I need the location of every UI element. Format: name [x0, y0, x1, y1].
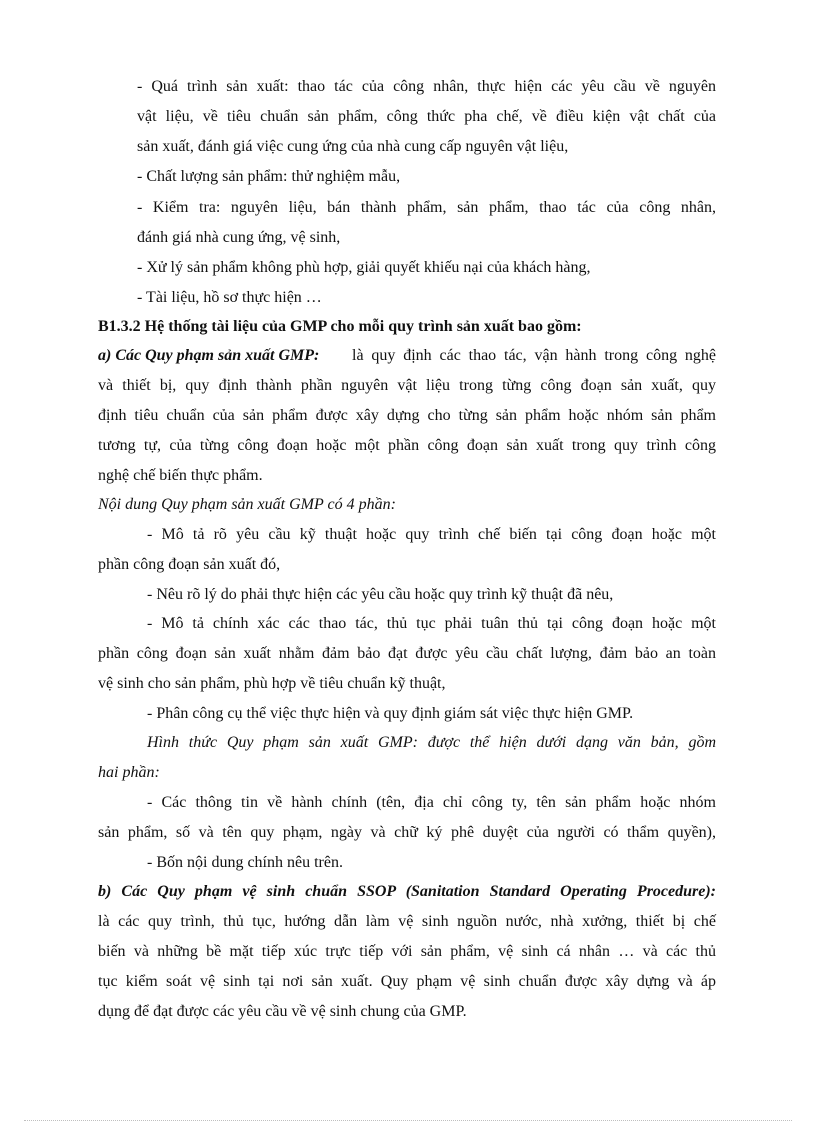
- subheading-continued: hai phần:: [98, 764, 160, 781]
- subheading: Nội dung Quy phạm sản xuất GMP có 4 phần:: [98, 496, 396, 513]
- paragraph-line: vệ sinh cho sản phẩm, phù hợp về tiêu chuẩn kỹ thuật,: [98, 675, 446, 692]
- ssop-heading: b) Các Quy phạm vệ sinh chuẩn SSOP (Sanitation Standard Operating Procedure):: [98, 883, 716, 900]
- paragraph-line: - Quá trình sản xuất: thao tác của công nhân, thực hiện các yêu cầu về nguyên: [137, 78, 716, 95]
- paragraph-line: - Bốn nội dung chính nêu trên.: [147, 854, 343, 871]
- paragraph-line: - Kiểm tra: nguyên liệu, bán thành phẩm, sản phẩm, thao tác của công nhân,: [137, 199, 716, 216]
- paragraph-line: - Chất lượng sản phẩm: thử nghiệm mẫu,: [137, 168, 401, 185]
- paragraph-line: và thiết bị, quy định thành phần nguyên vật liệu trong từng công đoạn sản xuất, quy: [98, 377, 716, 394]
- paragraph-line: - Mô tả chính xác các thao tác, thủ tục phải tuân thủ tại công đoạn hoặc một: [147, 615, 716, 632]
- paragraph-line: - Xử lý sản phẩm không phù hợp, giải quyết khiếu nại của khách hàng,: [137, 259, 591, 276]
- paragraph-line: dụng để đạt được các yêu cầu về vệ sinh chung của GMP.: [98, 1003, 467, 1020]
- paragraph-line: tương tự, của từng công đoạn hoặc một phần công đoạn sản xuất trong quy trình công: [98, 437, 716, 454]
- paragraph-line: - Tài liệu, hồ sơ thực hiện …: [137, 289, 322, 306]
- paragraph-line: phần công đoạn sản xuất đó,: [98, 556, 281, 573]
- paragraph-line: - Nêu rõ lý do phải thực hiện các yêu cầu hoặc quy trình kỹ thuật đã nêu,: [147, 586, 614, 603]
- paragraph-line: phần công đoạn sản xuất nhằm đảm bảo đạt được yêu cầu chất lượng, đảm bảo an toàn: [98, 645, 716, 662]
- paragraph-line: vật liệu, về tiêu chuẩn sản phẩm, công thức pha chế, về điều kiện vật chất của: [137, 108, 716, 125]
- paragraph-line: sản phẩm, số và tên quy phạm, ngày và chữ ký phê duyệt của người có thẩm quyền),: [98, 824, 716, 841]
- subheading: Hình thức Quy phạm sản xuất GMP: được thể hiện dưới dạng văn bản, gồm: [147, 734, 716, 751]
- paragraph-line: nghệ chế biến thực phẩm.: [98, 467, 263, 484]
- paragraph-line: - Mô tả rõ yêu cầu kỹ thuật hoặc quy trình chế biến tại công đoạn hoặc một: [147, 526, 716, 543]
- paragraph-line: định tiêu chuẩn của sản phẩm được xây dựng cho từng sản phẩm hoặc nhóm sản phẩm: [98, 407, 716, 424]
- paragraph-line: biến và những bề mặt tiếp xúc trực tiếp với sản phẩm, vệ sinh cá nhân … và các thủ: [98, 943, 716, 960]
- paragraph-line: tục kiểm soát vệ sinh tại nơi sản xuất. Quy phạm vệ sinh chuẩn được xây dựng và áp: [98, 973, 716, 990]
- paragraph-line: là quy định các thao tác, vận hành trong công nghệ: [352, 347, 716, 364]
- paragraph-line: sản xuất, đánh giá việc cung ứng của nhà cung cấp nguyên vật liệu,: [137, 138, 569, 155]
- paragraph-line: - Các thông tin về hành chính (tên, địa chỉ công ty, tên sản phẩm hoặc nhóm: [147, 794, 716, 811]
- paragraph-line: đánh giá nhà cung ứng, vệ sinh,: [137, 229, 341, 246]
- paragraph-line: là các quy trình, thủ tục, hướng dẫn làm vệ sinh nguồn nước, nhà xưởng, thiết bị chế: [98, 913, 716, 930]
- section-heading: B1.3.2 Hệ thống tài liệu của GMP cho mỗi quy trình sản xuất bao gồm:: [98, 318, 582, 335]
- gmp-heading: a) Các Quy phạm sản xuất GMP:: [98, 347, 320, 364]
- paragraph-line: - Phân công cụ thể việc thực hiện và quy định giám sát việc thực hiện GMP.: [147, 705, 634, 722]
- page-bottom-divider: [24, 1120, 792, 1121]
